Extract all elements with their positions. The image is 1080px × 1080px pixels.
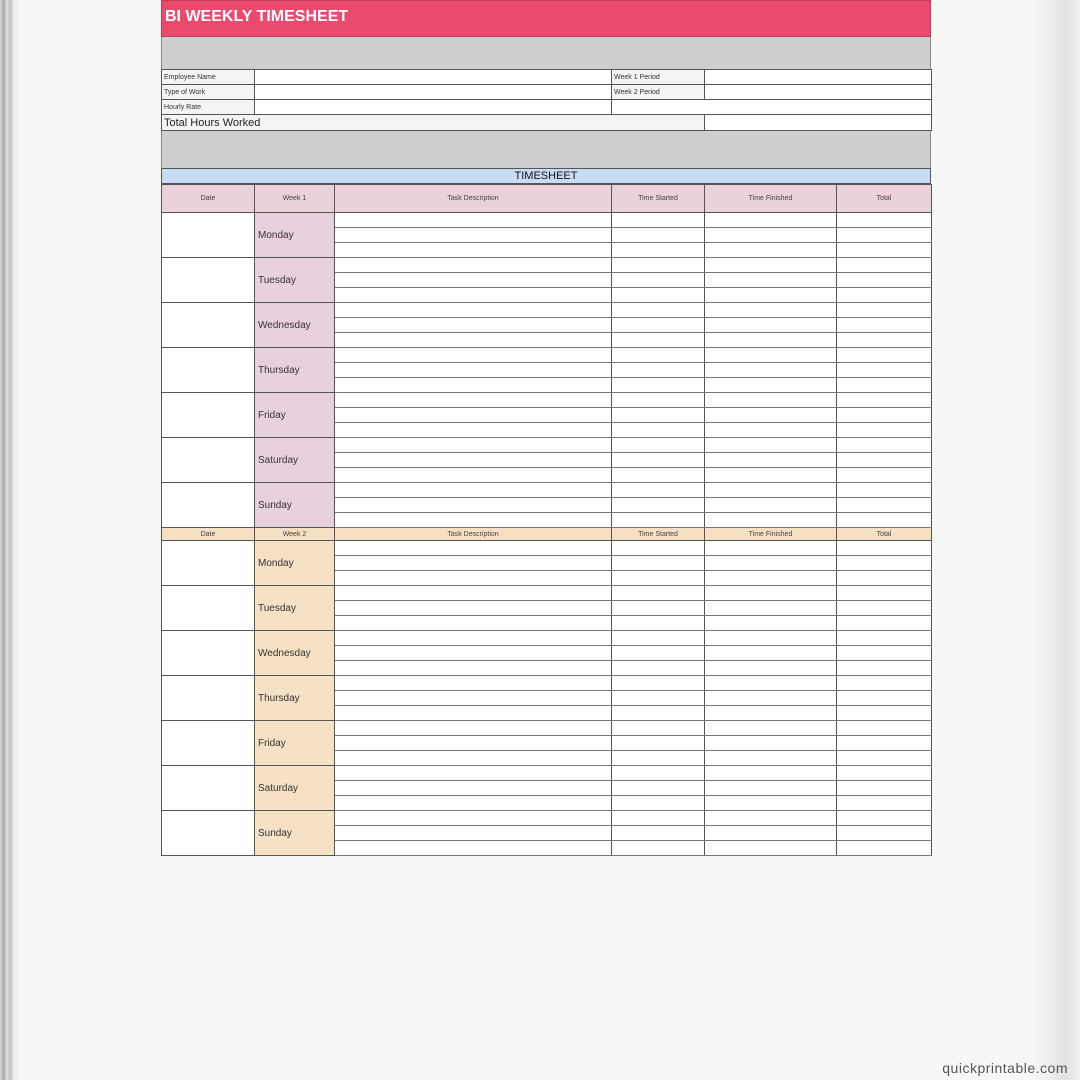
task-description-cell[interactable] [335, 706, 612, 721]
hourly-rate-field[interactable] [255, 100, 612, 115]
time-started-cell[interactable] [612, 556, 705, 571]
header-date: Date [162, 185, 255, 213]
total-cell[interactable] [837, 213, 932, 228]
total-cell[interactable] [837, 288, 932, 303]
total-cell[interactable] [837, 691, 932, 706]
week2-period-label: Week 2 Period [612, 85, 705, 100]
time-started-cell[interactable] [612, 318, 705, 333]
day-label: Thursday [255, 676, 335, 721]
time-finished-cell[interactable] [705, 676, 837, 691]
day-row [162, 348, 932, 363]
total-cell[interactable] [837, 781, 932, 796]
time-finished-cell[interactable] [705, 841, 837, 856]
task-description-cell[interactable] [335, 333, 612, 348]
day-label: Friday [255, 393, 335, 438]
day-label: Wednesday [255, 303, 335, 348]
time-finished-cell[interactable] [705, 213, 837, 228]
total-hours-label: Total Hours Worked [162, 115, 705, 131]
task-description-cell[interactable] [335, 556, 612, 571]
time-finished-cell[interactable] [705, 646, 837, 661]
time-finished-cell[interactable] [705, 453, 837, 468]
time-started-cell[interactable] [612, 586, 705, 601]
time-finished-cell[interactable] [705, 751, 837, 766]
time-started-cell[interactable] [612, 303, 705, 318]
task-description-cell[interactable] [335, 841, 612, 856]
total-cell[interactable] [837, 363, 932, 378]
total-cell[interactable] [837, 631, 932, 646]
time-started-cell[interactable] [612, 273, 705, 288]
task-description-cell[interactable] [335, 498, 612, 513]
task-description-cell[interactable] [335, 468, 612, 483]
task-description-cell[interactable] [335, 438, 612, 453]
time-finished-cell[interactable] [705, 378, 837, 393]
day-row [162, 721, 932, 736]
day-row [162, 766, 932, 781]
employee-name-label: Employee Name [162, 70, 255, 85]
header-date: Date [162, 528, 255, 541]
task-description-cell[interactable] [335, 408, 612, 423]
date-cell[interactable] [162, 303, 255, 348]
task-description-cell[interactable] [335, 601, 612, 616]
time-finished-cell[interactable] [705, 423, 837, 438]
time-started-cell[interactable] [612, 243, 705, 258]
week2-header-row [162, 528, 932, 541]
total-cell[interactable] [837, 453, 932, 468]
total-cell[interactable] [837, 483, 932, 498]
task-description-cell[interactable] [335, 288, 612, 303]
day-row [162, 811, 932, 826]
day-row [162, 438, 932, 453]
total-cell[interactable] [837, 616, 932, 631]
time-started-cell[interactable] [612, 631, 705, 646]
task-description-cell[interactable] [335, 513, 612, 528]
timesheet-table [161, 184, 932, 856]
task-description-cell[interactable] [335, 453, 612, 468]
paper-stack-edge [0, 0, 22, 1080]
total-cell[interactable] [837, 736, 932, 751]
task-description-cell[interactable] [335, 273, 612, 288]
day-row [162, 541, 932, 556]
time-started-cell[interactable] [612, 468, 705, 483]
date-cell[interactable] [162, 811, 255, 856]
week1-period-label: Week 1 Period [612, 70, 705, 85]
total-cell[interactable] [837, 243, 932, 258]
day-row [162, 483, 932, 498]
task-description-cell[interactable] [335, 571, 612, 586]
time-started-cell[interactable] [612, 348, 705, 363]
time-finished-cell[interactable] [705, 513, 837, 528]
time-started-cell[interactable] [612, 721, 705, 736]
time-started-cell[interactable] [612, 811, 705, 826]
time-finished-cell[interactable] [705, 796, 837, 811]
time-started-cell[interactable] [612, 258, 705, 273]
time-finished-cell[interactable] [705, 781, 837, 796]
date-cell[interactable] [162, 258, 255, 303]
employee-name-field[interactable] [255, 70, 612, 85]
task-description-cell[interactable] [335, 393, 612, 408]
date-cell[interactable] [162, 541, 255, 586]
time-finished-cell[interactable] [705, 556, 837, 571]
header-week1: Week 1 [255, 185, 335, 213]
time-started-cell[interactable] [612, 363, 705, 378]
task-description-cell[interactable] [335, 826, 612, 841]
total-cell[interactable] [837, 303, 932, 318]
header-total: Total [837, 528, 932, 541]
time-started-cell[interactable] [612, 213, 705, 228]
task-description-cell[interactable] [335, 586, 612, 601]
total-cell[interactable] [837, 541, 932, 556]
day-row [162, 676, 932, 691]
total-cell[interactable] [837, 826, 932, 841]
total-cell[interactable] [837, 273, 932, 288]
total-cell[interactable] [837, 766, 932, 781]
task-description-cell[interactable] [335, 318, 612, 333]
time-started-cell[interactable] [612, 408, 705, 423]
total-cell[interactable] [837, 661, 932, 676]
total-cell[interactable] [837, 676, 932, 691]
day-label: Saturday [255, 766, 335, 811]
time-finished-cell[interactable] [705, 498, 837, 513]
time-finished-cell[interactable] [705, 483, 837, 498]
time-started-cell[interactable] [612, 706, 705, 721]
task-description-cell[interactable] [335, 541, 612, 556]
time-finished-cell[interactable] [705, 303, 837, 318]
date-cell[interactable] [162, 483, 255, 528]
total-cell[interactable] [837, 811, 932, 826]
page-shadow [1035, 0, 1080, 1080]
time-finished-cell[interactable] [705, 393, 837, 408]
time-finished-cell[interactable] [705, 586, 837, 601]
task-description-cell[interactable] [335, 303, 612, 318]
task-description-cell[interactable] [335, 721, 612, 736]
timesheet-title: TIMESHEET [161, 168, 931, 184]
task-description-cell[interactable] [335, 631, 612, 646]
task-description-cell[interactable] [335, 243, 612, 258]
day-label: Tuesday [255, 586, 335, 631]
time-started-cell[interactable] [612, 751, 705, 766]
date-cell[interactable] [162, 586, 255, 631]
time-finished-cell[interactable] [705, 661, 837, 676]
time-started-cell[interactable] [612, 393, 705, 408]
header-time-started: Time Started [612, 528, 705, 541]
date-cell[interactable] [162, 348, 255, 393]
time-finished-cell[interactable] [705, 826, 837, 841]
task-description-cell[interactable] [335, 348, 612, 363]
day-label: Monday [255, 213, 335, 258]
total-cell[interactable] [837, 438, 932, 453]
total-cell[interactable] [837, 646, 932, 661]
time-started-cell[interactable] [612, 571, 705, 586]
total-hours-field[interactable] [705, 115, 932, 131]
date-cell[interactable] [162, 213, 255, 258]
time-finished-cell[interactable] [705, 571, 837, 586]
spacer-band-top [161, 37, 931, 69]
time-finished-cell[interactable] [705, 691, 837, 706]
header-total: Total [837, 185, 932, 213]
date-cell[interactable] [162, 393, 255, 438]
date-cell[interactable] [162, 766, 255, 811]
time-finished-cell[interactable] [705, 616, 837, 631]
day-row [162, 393, 932, 408]
task-description-cell[interactable] [335, 258, 612, 273]
time-finished-cell[interactable] [705, 288, 837, 303]
day-label: Saturday [255, 438, 335, 483]
total-cell[interactable] [837, 721, 932, 736]
task-description-cell[interactable] [335, 661, 612, 676]
time-started-cell[interactable] [612, 766, 705, 781]
task-description-cell[interactable] [335, 676, 612, 691]
time-started-cell[interactable] [612, 826, 705, 841]
time-started-cell[interactable] [612, 736, 705, 751]
week2-period-field[interactable] [705, 85, 932, 100]
total-cell[interactable] [837, 318, 932, 333]
task-description-cell[interactable] [335, 736, 612, 751]
time-finished-cell[interactable] [705, 468, 837, 483]
date-cell[interactable] [162, 676, 255, 721]
total-cell[interactable] [837, 706, 932, 721]
type-of-work-label: Type of Work [162, 85, 255, 100]
time-finished-cell[interactable] [705, 438, 837, 453]
header-week2: Week 2 [255, 528, 335, 541]
total-cell[interactable] [837, 841, 932, 856]
total-cell[interactable] [837, 408, 932, 423]
task-description-cell[interactable] [335, 213, 612, 228]
time-started-cell[interactable] [612, 676, 705, 691]
week1-header-row [162, 185, 932, 213]
task-description-cell[interactable] [335, 228, 612, 243]
total-cell[interactable] [837, 571, 932, 586]
day-label: Monday [255, 541, 335, 586]
total-cell[interactable] [837, 513, 932, 528]
time-finished-cell[interactable] [705, 228, 837, 243]
time-started-cell[interactable] [612, 453, 705, 468]
total-cell[interactable] [837, 228, 932, 243]
time-started-cell[interactable] [612, 781, 705, 796]
time-finished-cell[interactable] [705, 736, 837, 751]
time-finished-cell[interactable] [705, 706, 837, 721]
total-cell[interactable] [837, 333, 932, 348]
week1-period-field[interactable] [705, 70, 932, 85]
time-started-cell[interactable] [612, 333, 705, 348]
time-started-cell[interactable] [612, 513, 705, 528]
task-description-cell[interactable] [335, 616, 612, 631]
info-blank-cell [612, 100, 932, 115]
day-row [162, 213, 932, 228]
total-cell[interactable] [837, 378, 932, 393]
task-description-cell[interactable] [335, 811, 612, 826]
total-cell[interactable] [837, 601, 932, 616]
header-task-description: Task Description [335, 528, 612, 541]
date-cell[interactable] [162, 631, 255, 676]
time-finished-cell[interactable] [705, 766, 837, 781]
task-description-cell[interactable] [335, 423, 612, 438]
time-finished-cell[interactable] [705, 601, 837, 616]
type-of-work-field[interactable] [255, 85, 612, 100]
day-label: Thursday [255, 348, 335, 393]
total-cell[interactable] [837, 498, 932, 513]
time-started-cell[interactable] [612, 228, 705, 243]
hourly-rate-label: Hourly Rate [162, 100, 255, 115]
total-cell[interactable] [837, 586, 932, 601]
time-started-cell[interactable] [612, 601, 705, 616]
timesheet-document [161, 0, 931, 856]
total-cell[interactable] [837, 556, 932, 571]
total-cell[interactable] [837, 796, 932, 811]
time-started-cell[interactable] [612, 483, 705, 498]
task-description-cell[interactable] [335, 796, 612, 811]
time-finished-cell[interactable] [705, 258, 837, 273]
date-cell[interactable] [162, 438, 255, 483]
time-started-cell[interactable] [612, 498, 705, 513]
time-finished-cell[interactable] [705, 631, 837, 646]
time-started-cell[interactable] [612, 796, 705, 811]
day-label: Tuesday [255, 258, 335, 303]
time-started-cell[interactable] [612, 541, 705, 556]
time-started-cell[interactable] [612, 438, 705, 453]
employee-info-table [161, 69, 932, 131]
time-finished-cell[interactable] [705, 273, 837, 288]
header-time-finished: Time Finished [705, 528, 837, 541]
time-started-cell[interactable] [612, 661, 705, 676]
task-description-cell[interactable] [335, 766, 612, 781]
total-cell[interactable] [837, 348, 932, 363]
time-finished-cell[interactable] [705, 408, 837, 423]
time-finished-cell[interactable] [705, 721, 837, 736]
time-finished-cell[interactable] [705, 811, 837, 826]
header-time-finished: Time Finished [705, 185, 837, 213]
time-started-cell[interactable] [612, 691, 705, 706]
time-finished-cell[interactable] [705, 333, 837, 348]
day-row [162, 586, 932, 601]
watermark: quickprintable.com [942, 1060, 1068, 1076]
task-description-cell[interactable] [335, 378, 612, 393]
total-cell[interactable] [837, 751, 932, 766]
date-cell[interactable] [162, 721, 255, 766]
total-cell[interactable] [837, 423, 932, 438]
total-cell[interactable] [837, 393, 932, 408]
task-description-cell[interactable] [335, 751, 612, 766]
task-description-cell[interactable] [335, 363, 612, 378]
task-description-cell[interactable] [335, 691, 612, 706]
document-title: BI WEEKLY TIMESHEET [161, 0, 931, 37]
time-started-cell[interactable] [612, 378, 705, 393]
day-row [162, 303, 932, 318]
time-finished-cell[interactable] [705, 318, 837, 333]
total-cell[interactable] [837, 258, 932, 273]
day-row [162, 258, 932, 273]
time-started-cell[interactable] [612, 616, 705, 631]
time-started-cell[interactable] [612, 841, 705, 856]
header-task-description: Task Description [335, 185, 612, 213]
header-time-started: Time Started [612, 185, 705, 213]
task-description-cell[interactable] [335, 483, 612, 498]
task-description-cell[interactable] [335, 646, 612, 661]
spacer-band-middle [161, 131, 931, 168]
time-finished-cell[interactable] [705, 243, 837, 258]
total-cell[interactable] [837, 468, 932, 483]
time-finished-cell[interactable] [705, 541, 837, 556]
time-finished-cell[interactable] [705, 363, 837, 378]
time-started-cell[interactable] [612, 423, 705, 438]
task-description-cell[interactable] [335, 781, 612, 796]
day-label: Wednesday [255, 631, 335, 676]
time-started-cell[interactable] [612, 288, 705, 303]
day-label: Friday [255, 721, 335, 766]
day-label: Sunday [255, 483, 335, 528]
time-finished-cell[interactable] [705, 348, 837, 363]
day-row [162, 631, 932, 646]
day-label: Sunday [255, 811, 335, 856]
time-started-cell[interactable] [612, 646, 705, 661]
